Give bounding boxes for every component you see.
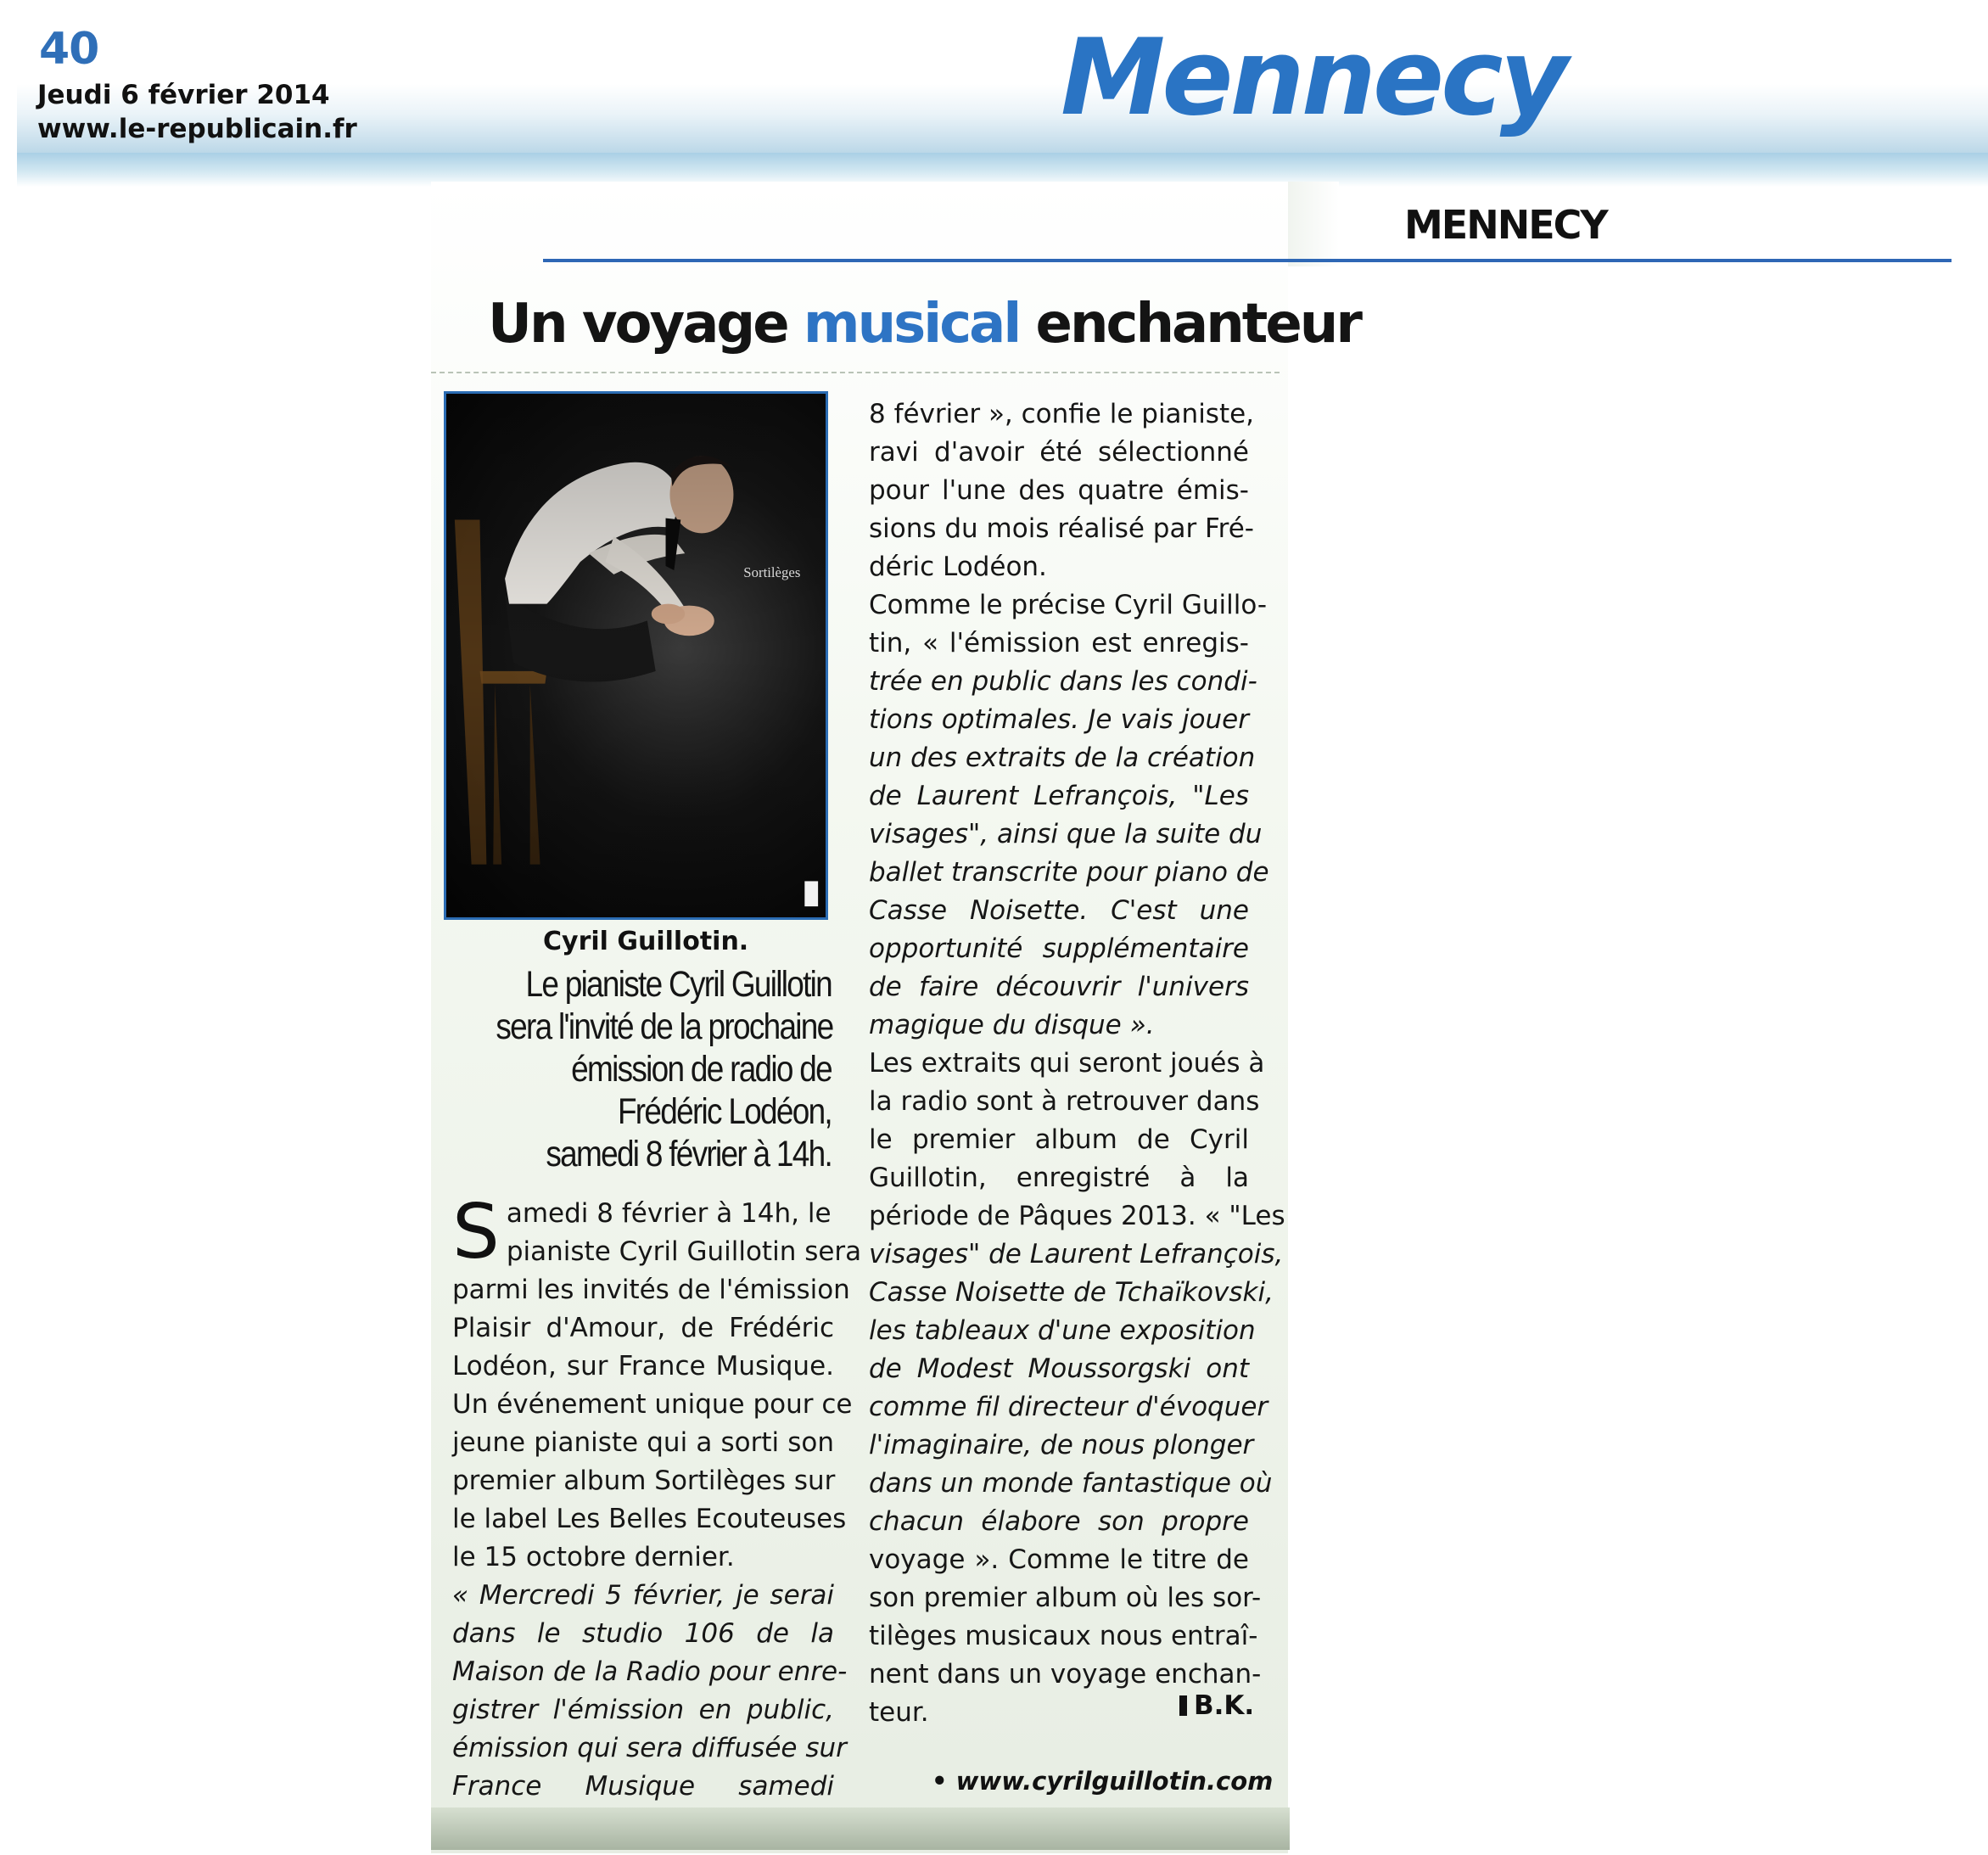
- article-text-line: dans un monde fantastique où: [869, 1468, 1273, 1499]
- left-column-text: [452, 1188, 862, 1806]
- headline-start: Un voyage: [488, 293, 804, 356]
- article-text-line: les tableaux d'une exposition: [869, 1315, 1256, 1346]
- newspaper-website: www.le-republicain.fr: [37, 114, 357, 144]
- article-text-line: Plaisir d'Amour, de Frédéric: [452, 1313, 834, 1343]
- pianist-photo: [444, 391, 828, 920]
- article-text-line: ravi d'avoir été sélectionné: [869, 437, 1249, 468]
- article-text-line: chacun élabore son propre: [869, 1506, 1249, 1537]
- signature-text: B.K.: [1194, 1690, 1255, 1721]
- paper-sheen: [1288, 182, 1339, 266]
- article-text-line: premier album Sortilèges sur: [452, 1466, 836, 1496]
- article-text-line: tin, « l'émission est enregis-: [869, 628, 1249, 658]
- photo-caption: Cyril Guillotin.: [543, 927, 749, 956]
- article-text-line: pour l'une des quatre émis-: [869, 475, 1249, 506]
- article-text-line: Comme le précise Cyril Guillo-: [869, 590, 1268, 620]
- article-text-line: Lodéon, sur France Musique.: [452, 1351, 834, 1381]
- author-signature: [1179, 1690, 1254, 1721]
- article-text-line: Casse Noisette. C'est une: [869, 895, 1249, 926]
- article-text-line: le label Les Belles Ecouteuses: [452, 1504, 847, 1534]
- article-headline: [488, 293, 1360, 356]
- headline-accent-word: musical: [803, 293, 1020, 356]
- section-title: Mennecy: [1061, 17, 1565, 139]
- pianist-website-link[interactable]: • www.cyrilguillotin.com: [932, 1767, 1274, 1796]
- pianist-illustration: [446, 394, 826, 917]
- album-cover-title: Sortilèges: [743, 563, 801, 580]
- lead-line: Frédéric Lodéon,: [617, 1091, 832, 1132]
- article-text-line: émission qui sera diffusée sur: [452, 1733, 847, 1763]
- article-text-line: France Musique samedi: [452, 1771, 834, 1802]
- article-text-line: le premier album de Cyril: [869, 1124, 1249, 1155]
- article-text-line: comme fil directeur d'évoquer: [869, 1392, 1268, 1422]
- article-lead: [496, 963, 832, 1175]
- lead-line: émission de radio de: [571, 1049, 832, 1090]
- rubric-text: MENNECY: [1404, 202, 1607, 248]
- article-bottom-band: [431, 1807, 1290, 1850]
- page-number: 40: [39, 24, 99, 75]
- article-text-line: sions du mois réalisé par Fré-: [869, 513, 1254, 544]
- article-text-line: pianiste Cyril Guillotin sera: [506, 1236, 862, 1267]
- article-text-line: un des extraits de la création: [869, 743, 1256, 773]
- lead-line: sera l'invité de la prochaine: [496, 1006, 833, 1047]
- issue-date: Jeudi 6 février 2014: [37, 80, 330, 110]
- right-column-text: [869, 395, 1285, 1732]
- article-text-line: tilèges musicaux nous entraî-: [869, 1621, 1258, 1651]
- lead-line: samedi 8 février à 14h.: [546, 1134, 832, 1174]
- article-text-line: 8 février », confie le pianiste,: [869, 399, 1255, 429]
- article-text-line: ballet transcrite pour piano de: [869, 857, 1269, 888]
- rubric-rule: [543, 259, 1952, 262]
- article-text-line: opportunité supplémentaire: [869, 933, 1249, 964]
- drop-cap: S: [452, 1188, 500, 1275]
- article-text-line: « Mercredi 5 février, je serai: [452, 1580, 834, 1611]
- article-text-line: l'imaginaire, de nous plonger: [869, 1430, 1254, 1460]
- article-text-line: visages" de Laurent Lefrançois,: [869, 1239, 1284, 1269]
- article-text-line: Les extraits qui seront joués à: [869, 1048, 1265, 1079]
- headline-divider: [431, 372, 1280, 373]
- article-text-line: son premier album où les sor-: [869, 1583, 1262, 1613]
- article-text-line: dans le studio 106 de la: [452, 1618, 834, 1649]
- article-text-line: période de Pâques 2013. « "Les: [869, 1201, 1285, 1231]
- article-text-line: visages", ainsi que la suite du: [869, 819, 1263, 849]
- article-text-line: magique du disque ».: [869, 1010, 1155, 1040]
- headline-end: enchanteur: [1019, 293, 1360, 356]
- article-column-left: [452, 1188, 862, 1806]
- article-text-line: amedi 8 février à 14h, le: [506, 1198, 832, 1229]
- article-text-line: nent dans un voyage enchan-: [869, 1659, 1262, 1690]
- article-text-line: teur.: [869, 1697, 929, 1728]
- article-rubric: [1404, 202, 1607, 248]
- article-text-line: de Laurent Lefrançois, "Les: [869, 781, 1249, 811]
- lead-line: Le pianiste Cyril Guillotin: [525, 964, 832, 1005]
- article-text-line: tions optimales. Je vais jouer: [869, 704, 1249, 735]
- article-text-line: gistrer l'émission en public,: [452, 1695, 834, 1725]
- article-text-line: de Modest Moussorgski ont: [869, 1353, 1249, 1384]
- article-text-line: le 15 octobre dernier.: [452, 1542, 735, 1572]
- signature-marker: [1179, 1695, 1187, 1716]
- article-text-line: de faire découvrir l'univers: [869, 972, 1249, 1002]
- article-text-line: trée en public dans les condi-: [869, 666, 1257, 697]
- article-text-line: Guillotin, enregistré à la: [869, 1163, 1249, 1193]
- article-column-right: [869, 395, 1285, 1732]
- article-text-line: déric Lodéon.: [869, 552, 1047, 582]
- article-text-line: parmi les invités de l'émission: [452, 1275, 850, 1305]
- article-text-line: jeune pianiste qui a sorti son: [452, 1427, 834, 1458]
- article-text-line: voyage ». Comme le titre de: [869, 1544, 1249, 1575]
- article-text-line: Un événement unique pour ce: [452, 1389, 853, 1420]
- article-text-line: Casse Noisette de Tchaïkovski,: [869, 1277, 1274, 1308]
- article-text-line: Maison de la Radio pour enre-: [452, 1656, 848, 1687]
- article-text-line: la radio sont à retrouver dans: [869, 1086, 1260, 1117]
